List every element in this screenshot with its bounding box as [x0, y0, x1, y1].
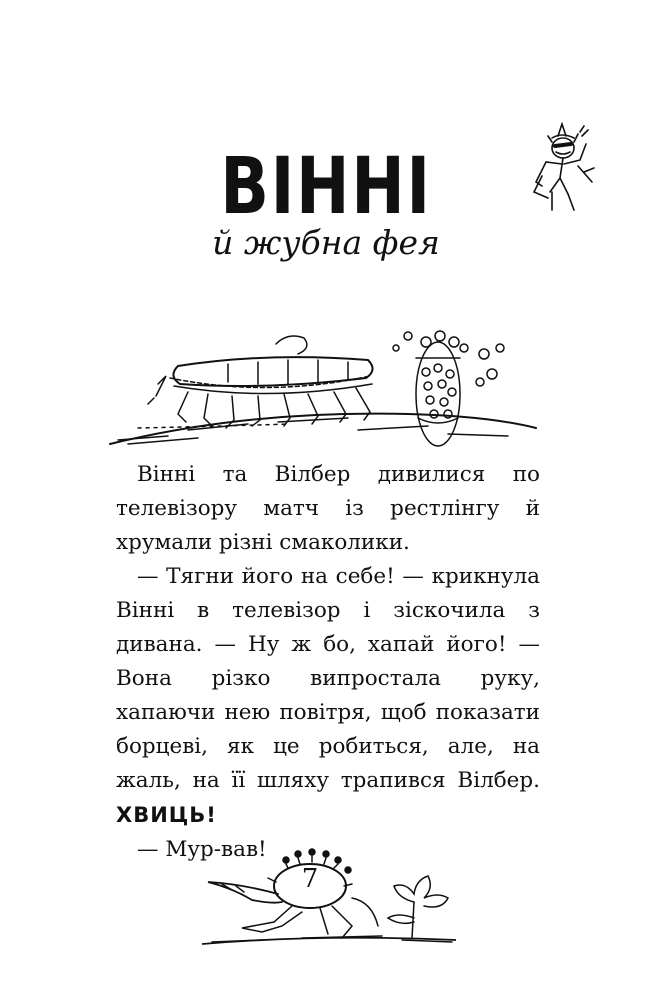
book-subtitle: й жубна фея [212, 223, 440, 262]
sandwich-and-popcorn-illustration [108, 318, 538, 448]
story-text [116, 458, 540, 867]
paragraph-3: — Мур-вав! [137, 837, 267, 862]
paragraph-2 [116, 560, 540, 833]
book-title: ВІННІ [220, 142, 432, 232]
sound-effect: ХВИЦЬ! [116, 803, 217, 827]
paragraph-2-text: — Тягни його на себе! — крикнула Вінні в телевізор і зіскочила з дивана. — Ну ж бо, хапай його! — Вона різко випростала руку, хапаючи нею повітря, щоб показати борцеві, як це робиться, але, на жаль, на її шляху трапився Вілбер. [116, 564, 540, 793]
page-number: 7 [301, 864, 319, 894]
footer-plant-creature-illustration [202, 842, 456, 948]
paragraph-1: Вінні та Вілбер дивилися по телевізору матч із рестлінгу й хрумали різні смаколики. [116, 462, 540, 555]
